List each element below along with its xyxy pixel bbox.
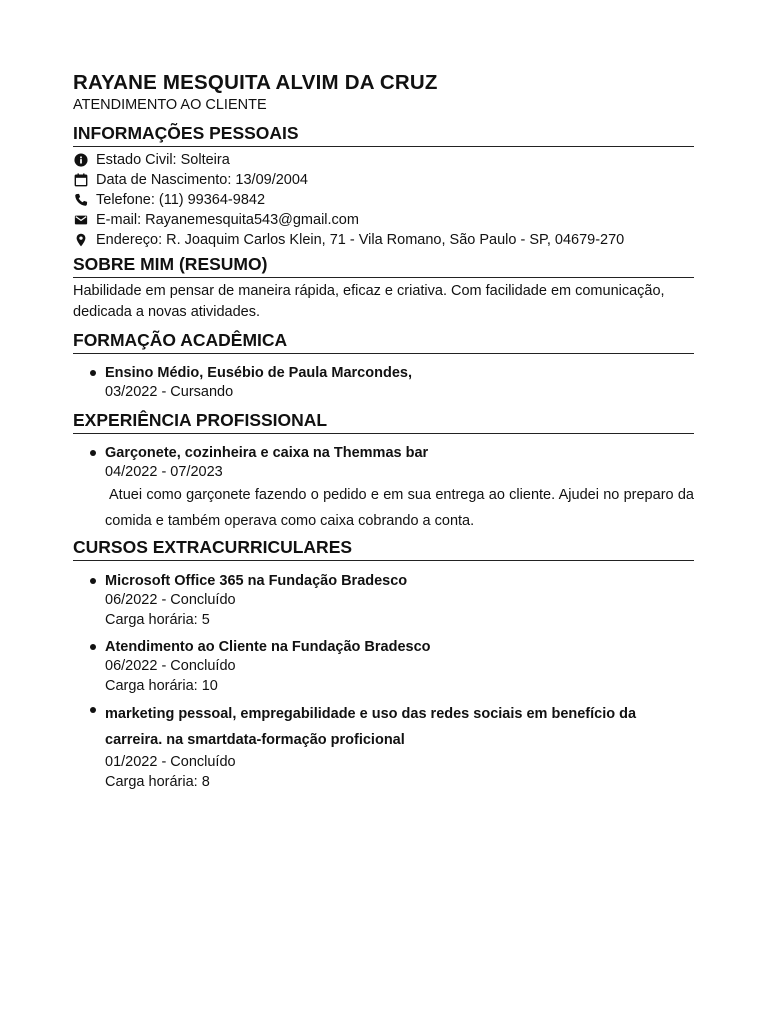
education-list (73, 363, 694, 403)
info-item-text: Endereço: R. Joaquim Carlos Klein, 71 - Vila Romano, São Paulo - SP, 04679-270 (96, 232, 625, 248)
personal-info-list (73, 150, 694, 250)
course-hours: Carga horária: 8 (105, 773, 210, 790)
candidate-role: ATENDIMENTO AO CLIENTE (73, 97, 267, 113)
course-entry (73, 701, 694, 792)
info-item-phone (73, 190, 694, 210)
course-title: Microsoft Office 365 na Fundação Bradesco (105, 573, 408, 589)
location-pin-icon (73, 232, 89, 248)
candidate-name: RAYANE MESQUITA ALVIM DA CRUZ (73, 71, 438, 94)
section-title-personal-info: INFORMAÇÕES PESSOAIS (73, 122, 694, 147)
bullet-icon (90, 370, 96, 376)
course-hours: Carga horária: 10 (105, 677, 218, 694)
info-item-text: Data de Nascimento: 13/09/2004 (96, 172, 308, 188)
mail-icon (73, 212, 89, 228)
section-education (73, 329, 694, 403)
education-period: 03/2022 - Cursando (105, 384, 234, 400)
section-personal-info (73, 122, 694, 250)
info-item-text: Telefone: (11) 99364-9842 (96, 192, 266, 208)
bullet-icon (90, 578, 96, 584)
education-entry (73, 363, 694, 403)
course-title: marketing pessoal, empregabilidade e uso das redes sociais em benefício da carreira. na smartdata-formação proficional (105, 706, 637, 748)
section-title-about: SOBRE MIM (RESUMO) (73, 253, 694, 278)
experience-description: Atuei como garçonete fazendo o pedido e em sua entrega ao cliente. Ajudei no preparo da comida e também operava como caixa cobrando a conta. (105, 487, 694, 529)
experience-entry (73, 443, 694, 535)
info-icon (73, 152, 89, 168)
info-item-email (73, 210, 694, 230)
bullet-icon (90, 644, 96, 650)
course-title: Atendimento ao Cliente na Fundação Bradesco (105, 639, 431, 655)
section-title-experience: EXPERIÊNCIA PROFISSIONAL (73, 409, 694, 434)
bullet-icon (90, 707, 96, 713)
about-summary: Habilidade em pensar de maneira rápida, eficaz e criativa. Com facilidade em comunicação, dedicada a novas atividades. (73, 283, 665, 320)
bullet-icon (90, 450, 96, 456)
info-item-text: Estado Civil: Solteira (96, 152, 230, 168)
course-entry (73, 637, 694, 696)
course-status: 01/2022 - Concluído (105, 754, 236, 770)
course-hours: Carga horária: 5 (105, 611, 210, 628)
info-item-birth-date (73, 170, 694, 190)
experience-list (73, 443, 694, 535)
info-item-address (73, 230, 694, 250)
section-experience (73, 409, 694, 535)
section-title-courses: CURSOS EXTRACURRICULARES (73, 536, 694, 561)
section-title-education: FORMAÇÃO ACADÊMICA (73, 329, 694, 354)
section-about (73, 253, 694, 323)
course-entry (73, 571, 694, 630)
calendar-icon (73, 172, 89, 188)
experience-period: 04/2022 - 07/2023 (105, 463, 223, 480)
education-title: Ensino Médio, Eusébio de Paula Marcondes, (105, 365, 412, 381)
experience-title: Garçonete, cozinheira e caixa na Themmas bar (105, 444, 429, 461)
phone-icon (73, 192, 89, 208)
courses-list (73, 571, 694, 792)
resume-page (73, 70, 694, 795)
course-status: 06/2022 - Concluído (105, 592, 236, 608)
section-courses (73, 536, 694, 792)
course-status: 06/2022 - Concluído (105, 658, 236, 674)
info-item-marital-status (73, 150, 694, 170)
info-item-text: E-mail: Rayanemesquita543@gmail.com (96, 212, 359, 228)
